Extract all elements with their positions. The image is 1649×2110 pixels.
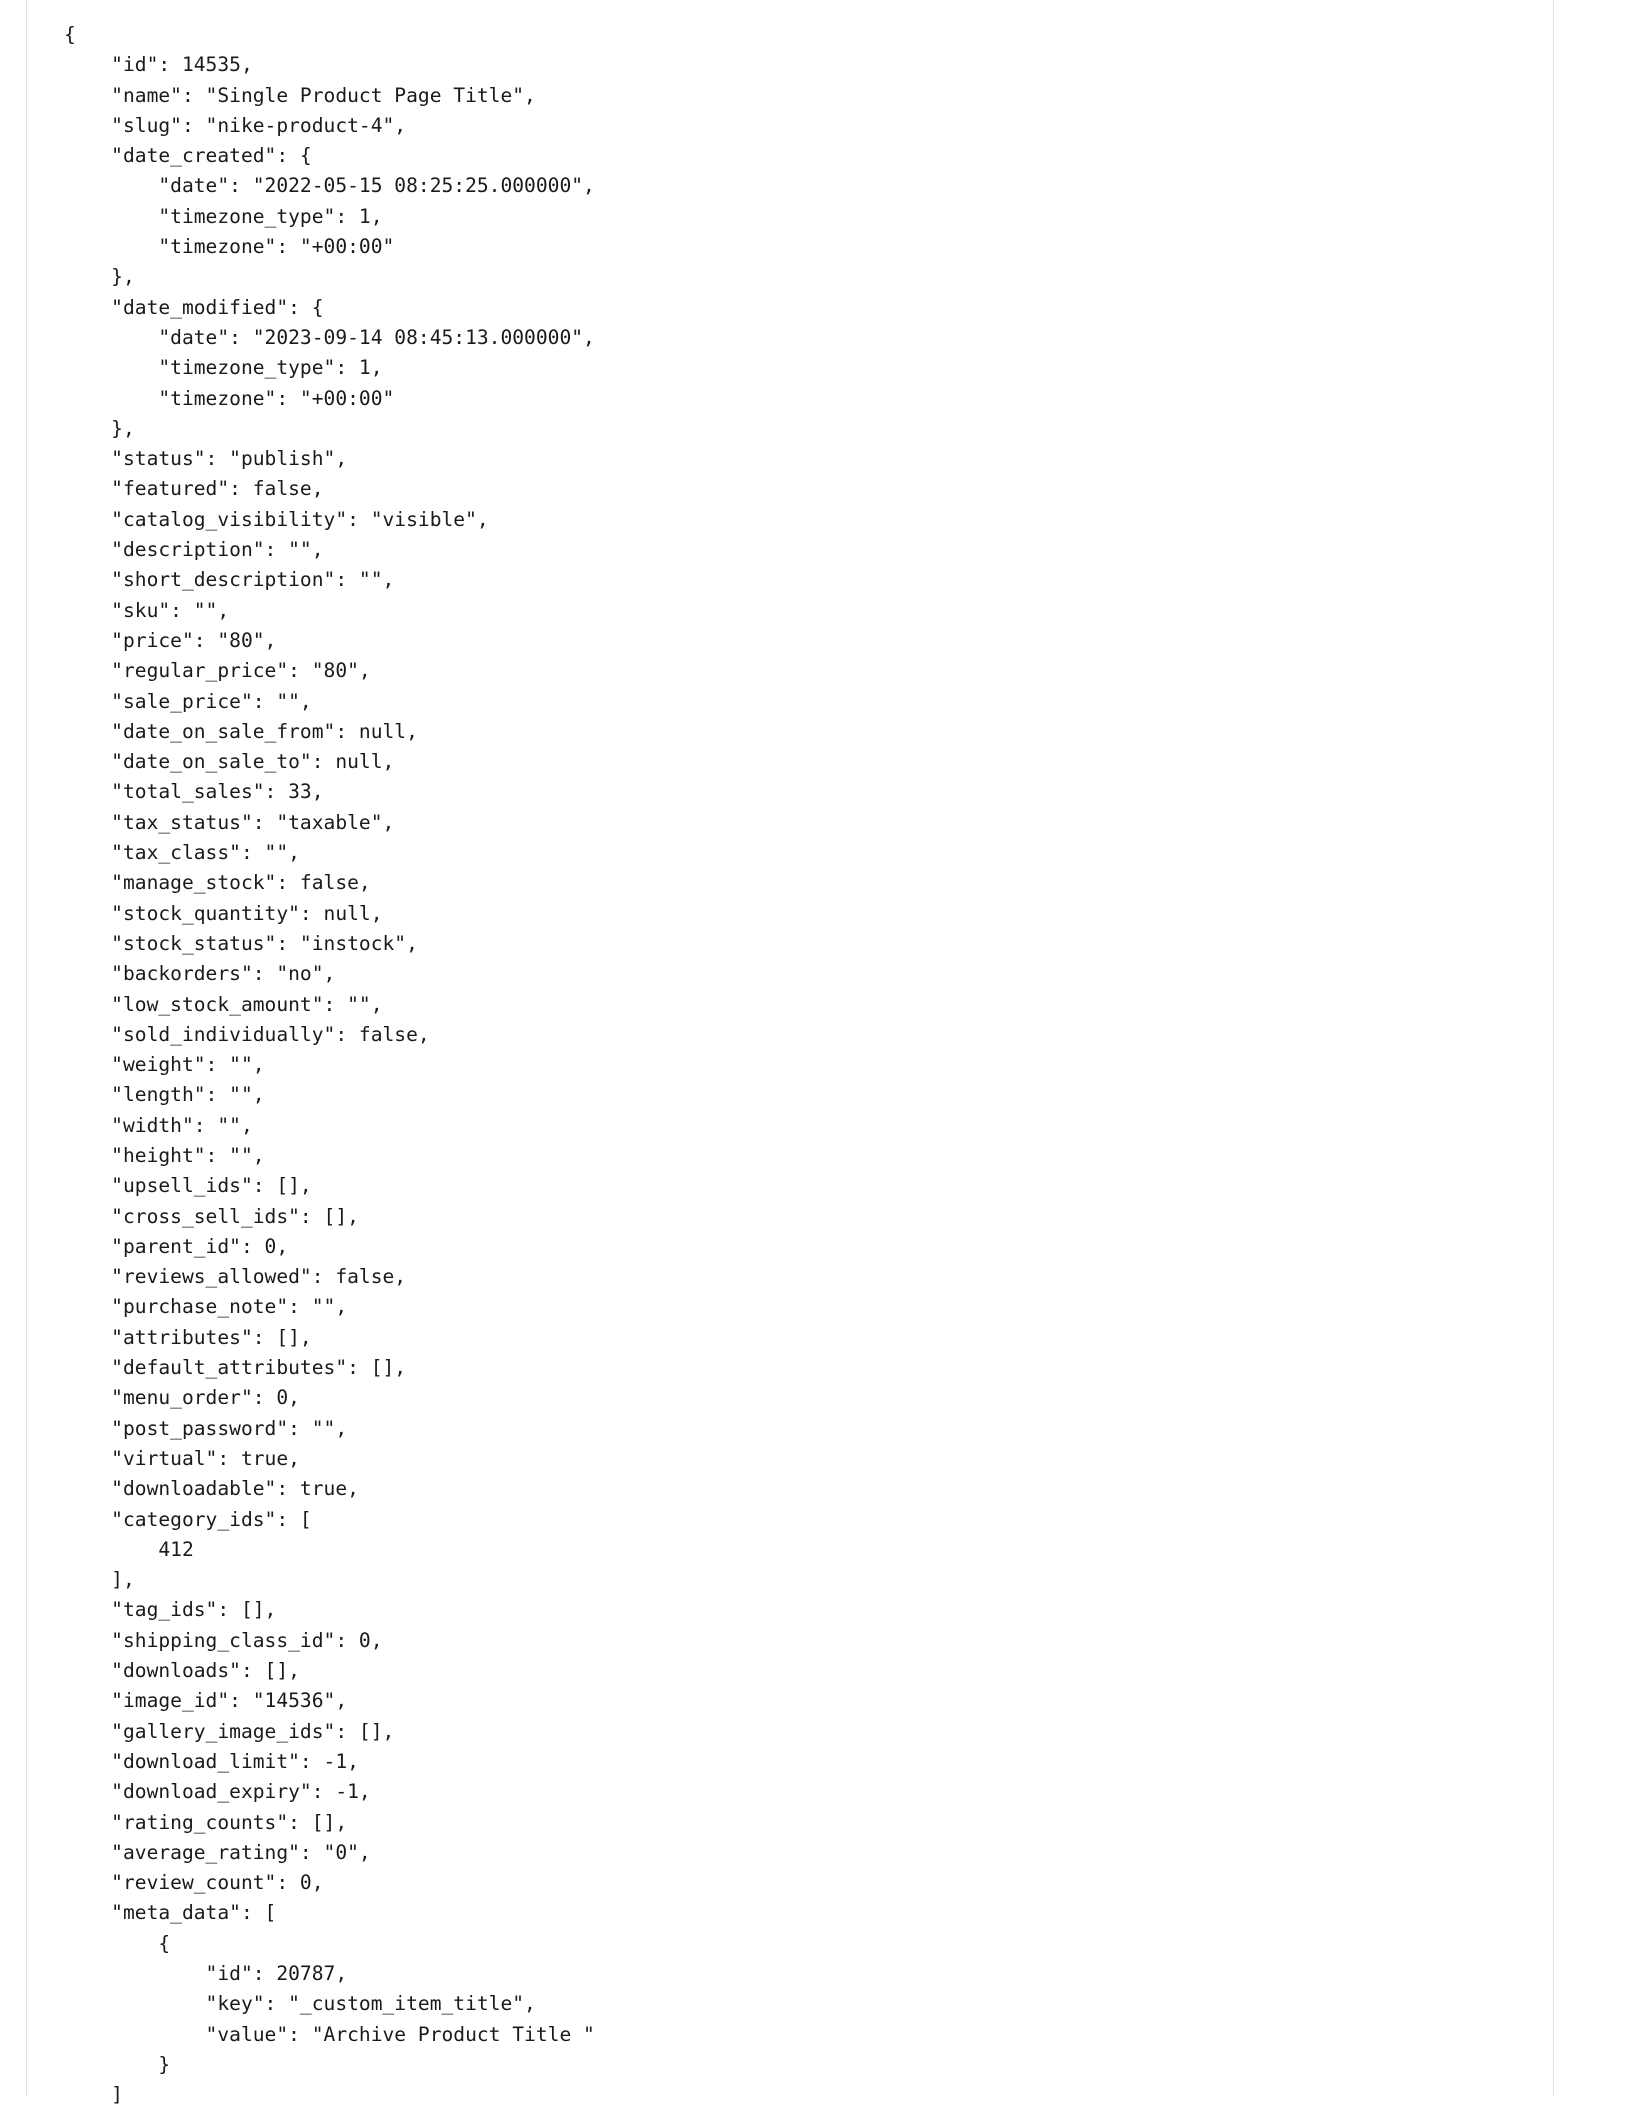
code-line: "description": "",: [64, 538, 324, 562]
code-line: {: [64, 23, 76, 46]
code-line: "date_on_sale_from": null,: [64, 719, 418, 743]
code-line: "timezone_type": 1,: [64, 204, 383, 228]
code-line: "parent_id": 0,: [64, 1234, 289, 1258]
code-line: "cross_sell_ids": [],: [64, 1204, 359, 1228]
code-line: "default_attributes": [],: [64, 1356, 407, 1380]
code-line: ],: [64, 1568, 135, 1592]
code-line: "short_description": "",: [64, 568, 395, 592]
code-line: "stock_status": "instock",: [64, 931, 418, 955]
code-line: "post_password": "",: [64, 1416, 348, 1440]
code-line: "average_rating": "0",: [64, 1840, 371, 1864]
code-line: "low_stock_amount": "",: [64, 992, 383, 1016]
code-line: "tag_ids": [],: [64, 1598, 277, 1622]
code-line: "width": "",: [64, 1113, 253, 1137]
code-line: "shipping_class_id": 0,: [64, 1628, 383, 1652]
code-line: "id": 20787,: [64, 1962, 348, 1985]
code-line: "menu_order": 0,: [64, 1386, 300, 1410]
code-line: "tax_class": "",: [64, 841, 300, 865]
code-line: "virtual": true,: [64, 1446, 300, 1470]
code-line: "category_ids": [: [64, 1507, 312, 1531]
code-line: "catalog_visibility": "visible",: [64, 507, 489, 531]
code-line: "timezone_type": 1,: [64, 356, 383, 380]
code-line: "date_on_sale_to": null,: [64, 750, 395, 774]
code-line: {: [64, 1931, 171, 1955]
code-line: "review_count": 0,: [64, 1871, 324, 1895]
code-line: "key": "_custom_item_title",: [64, 1992, 536, 2016]
code-line: "download_limit": -1,: [64, 1749, 359, 1773]
code-line: "downloadable": true,: [64, 1477, 359, 1501]
code-line: "downloads": [],: [64, 1659, 300, 1683]
code-line: "date_created": {: [64, 144, 312, 168]
code-line: "value": "Archive Product Title ": [64, 2022, 595, 2046]
code-line: "stock_quantity": null,: [64, 901, 383, 925]
code-line: "sku": "",: [64, 598, 230, 622]
code-line: "slug": "nike-product-4",: [64, 113, 407, 137]
code-line: "backorders": "no",: [64, 962, 336, 986]
code-line: },: [64, 265, 135, 289]
code-line: "name": "Single Product Page Title",: [64, 83, 536, 107]
code-line: "upsell_ids": [],: [64, 1174, 312, 1198]
code-line: },: [64, 416, 135, 440]
code-line: "sold_individually": false,: [64, 1022, 430, 1046]
code-line: "tax_status": "taxable",: [64, 810, 395, 834]
code-line: }: [64, 2052, 171, 2076]
json-code-block: [64, 20, 595, 2110]
code-line: "id": 14535,: [64, 53, 253, 77]
code-line: "length": "",: [64, 1083, 265, 1107]
code-panel: [26, 0, 1554, 2107]
code-line: "rating_counts": [],: [64, 1810, 348, 1834]
code-line: "manage_stock": false,: [64, 871, 371, 895]
code-line: "meta_data": [: [64, 1901, 277, 1925]
code-line: "gallery_image_ids": [],: [64, 1719, 395, 1743]
code-line: "sale_price": "",: [64, 689, 312, 713]
code-line: "download_expiry": -1,: [64, 1780, 371, 1804]
code-line: "timezone": "+00:00": [64, 386, 395, 410]
code-line: "weight": "",: [64, 1053, 265, 1077]
code-line: "timezone": "+00:00": [64, 235, 395, 259]
code-line: "date": "2023-09-14 08:45:13.000000",: [64, 325, 595, 349]
code-line: "total_sales": 33,: [64, 780, 324, 804]
code-line: "featured": false,: [64, 477, 324, 501]
code-line: "attributes": [],: [64, 1325, 312, 1349]
code-line: "purchase_note": "",: [64, 1295, 348, 1319]
code-line: "status": "publish",: [64, 447, 348, 471]
code-line: "date": "2022-05-15 08:25:25.000000",: [64, 174, 595, 198]
code-line: "image_id": "14536",: [64, 1689, 348, 1713]
code-line: "date_modified": {: [64, 295, 324, 319]
code-line: ]: [64, 2083, 123, 2107]
code-line: 412: [64, 1537, 194, 1561]
code-line: "regular_price": "80",: [64, 659, 371, 683]
code-line: "reviews_allowed": false,: [64, 1265, 407, 1289]
code-line: "height": "",: [64, 1143, 265, 1167]
code-line: "price": "80",: [64, 628, 277, 652]
